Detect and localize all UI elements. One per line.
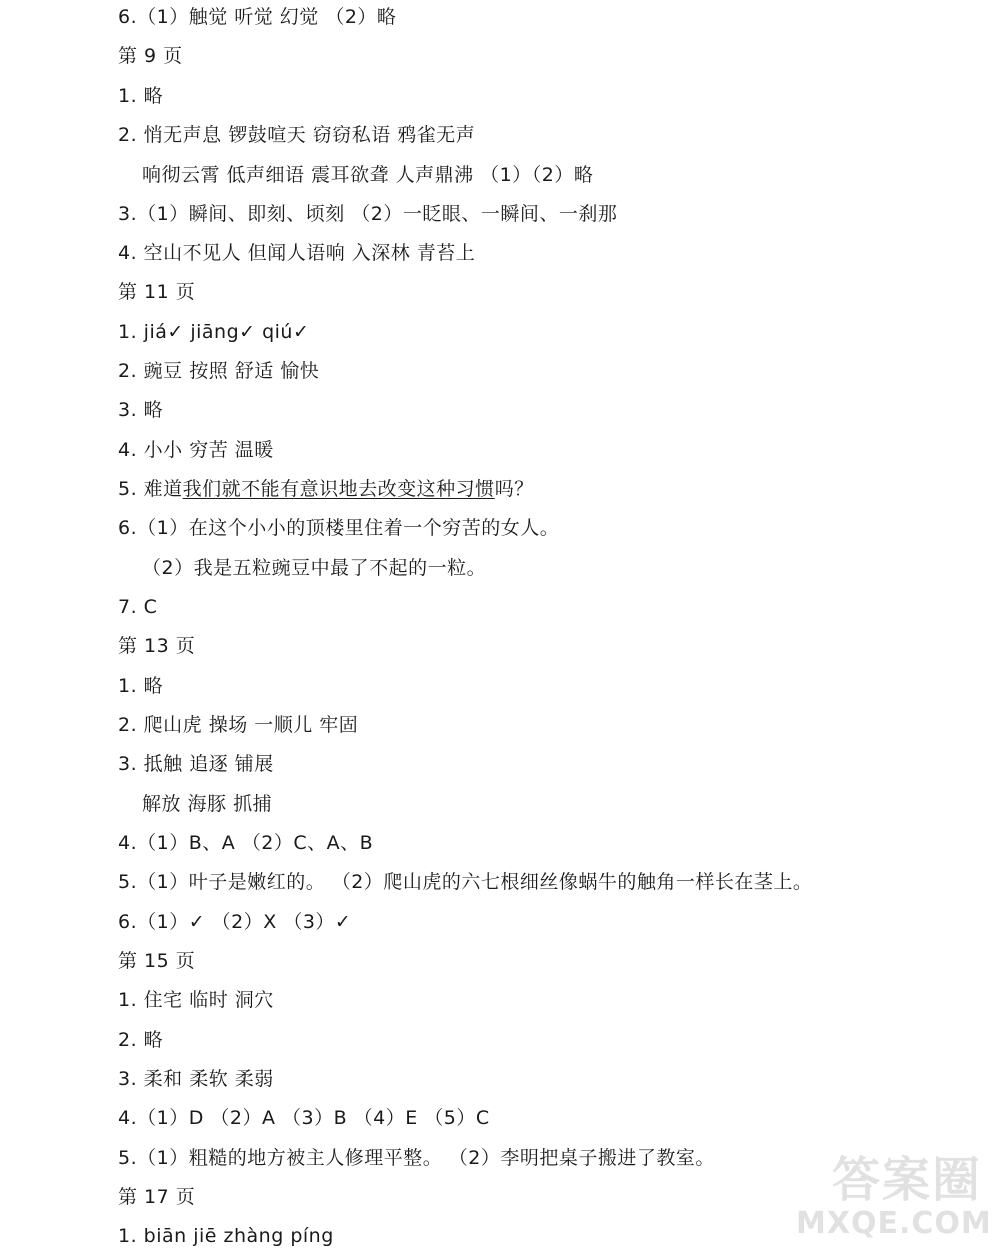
answer-line: 1. biān jiē zhàng píng — [118, 1225, 334, 1247]
answer-line: 2. 悄无声息 锣鼓喧天 窃窃私语 鸦雀无声 — [118, 124, 476, 146]
answer-line: 2. 爬山虎 操场 一顺儿 牢固 — [118, 714, 359, 736]
answer-line: 7. C — [118, 596, 158, 618]
answer-line: 3. 抵触 追逐 铺展 — [118, 753, 274, 775]
answer-line: 1. 住宅 临时 洞穴 — [118, 989, 274, 1011]
answer-line: 3.（1）瞬间、即刻、顷刻 （2）一眨眼、一瞬间、一刹那 — [118, 203, 618, 225]
watermark-logo-text: 答案圈 — [831, 1151, 982, 1208]
answer-line: 4.（1）B、A （2）C、A、B — [118, 832, 374, 854]
answer-line: 4. 空山不见人 但闻人语响 入深林 青苔上 — [118, 242, 476, 264]
page-number-heading: 第 17 页 — [118, 1186, 196, 1208]
page-number-heading: 第 13 页 — [118, 635, 196, 657]
answer-line: 4. 小小 穷苦 温暖 — [118, 439, 274, 461]
answer-line: 5.（1）叶子是嫩红的。 （2）爬山虎的六七根细丝像蜗牛的触角一样长在茎上。 — [118, 871, 813, 893]
answer-line: 6.（1）触觉 听觉 幻觉 （2）略 — [118, 6, 397, 28]
answer-line: 3. 柔和 柔软 柔弱 — [118, 1068, 274, 1090]
site-watermark — [796, 1146, 992, 1242]
answer-line: 1. 略 — [118, 675, 164, 697]
answer-text: 5. 难道 — [118, 478, 183, 500]
watermark-domain-text: MXQE.COM — [796, 1206, 992, 1241]
answer-text: 吗？ — [494, 478, 534, 500]
answer-line: 响彻云霄 低声细语 震耳欲聋 人声鼎沸 （1）（2）略 — [142, 164, 594, 186]
answer-line: 4.（1）D （2）A （3）B （4）E （5）C — [118, 1107, 490, 1129]
answer-line — [118, 474, 534, 504]
answer-line: 6.（1）✓ （2）X （3）✓ — [118, 911, 352, 933]
answer-line: 2. 豌豆 按照 舒适 愉快 — [118, 360, 320, 382]
answer-line: 1. jiá✓ jiāng✓ qiú✓ — [118, 321, 310, 343]
answer-line: 2. 略 — [118, 1029, 164, 1051]
page-number-heading: 第 9 页 — [118, 45, 183, 67]
answer-line: （2）我是五粒豌豆中最了不起的一粒。 — [142, 557, 487, 579]
answer-line: 1. 略 — [118, 85, 164, 107]
answer-line: 5.（1）粗糙的地方被主人修理平整。 （2）李明把桌子搬进了教室。 — [118, 1147, 715, 1169]
page-number-heading: 第 15 页 — [118, 950, 196, 972]
page-number-heading: 第 11 页 — [118, 281, 196, 303]
answer-line: 解放 海豚 抓捕 — [142, 793, 273, 815]
answer-line: 3. 略 — [118, 399, 164, 421]
answer-line: 6.（1）在这个小小的顶楼里住着一个穷苦的女人。 — [118, 517, 560, 539]
underlined-answer-text: 我们就不能有意识地去改变这种习惯 — [182, 478, 495, 500]
